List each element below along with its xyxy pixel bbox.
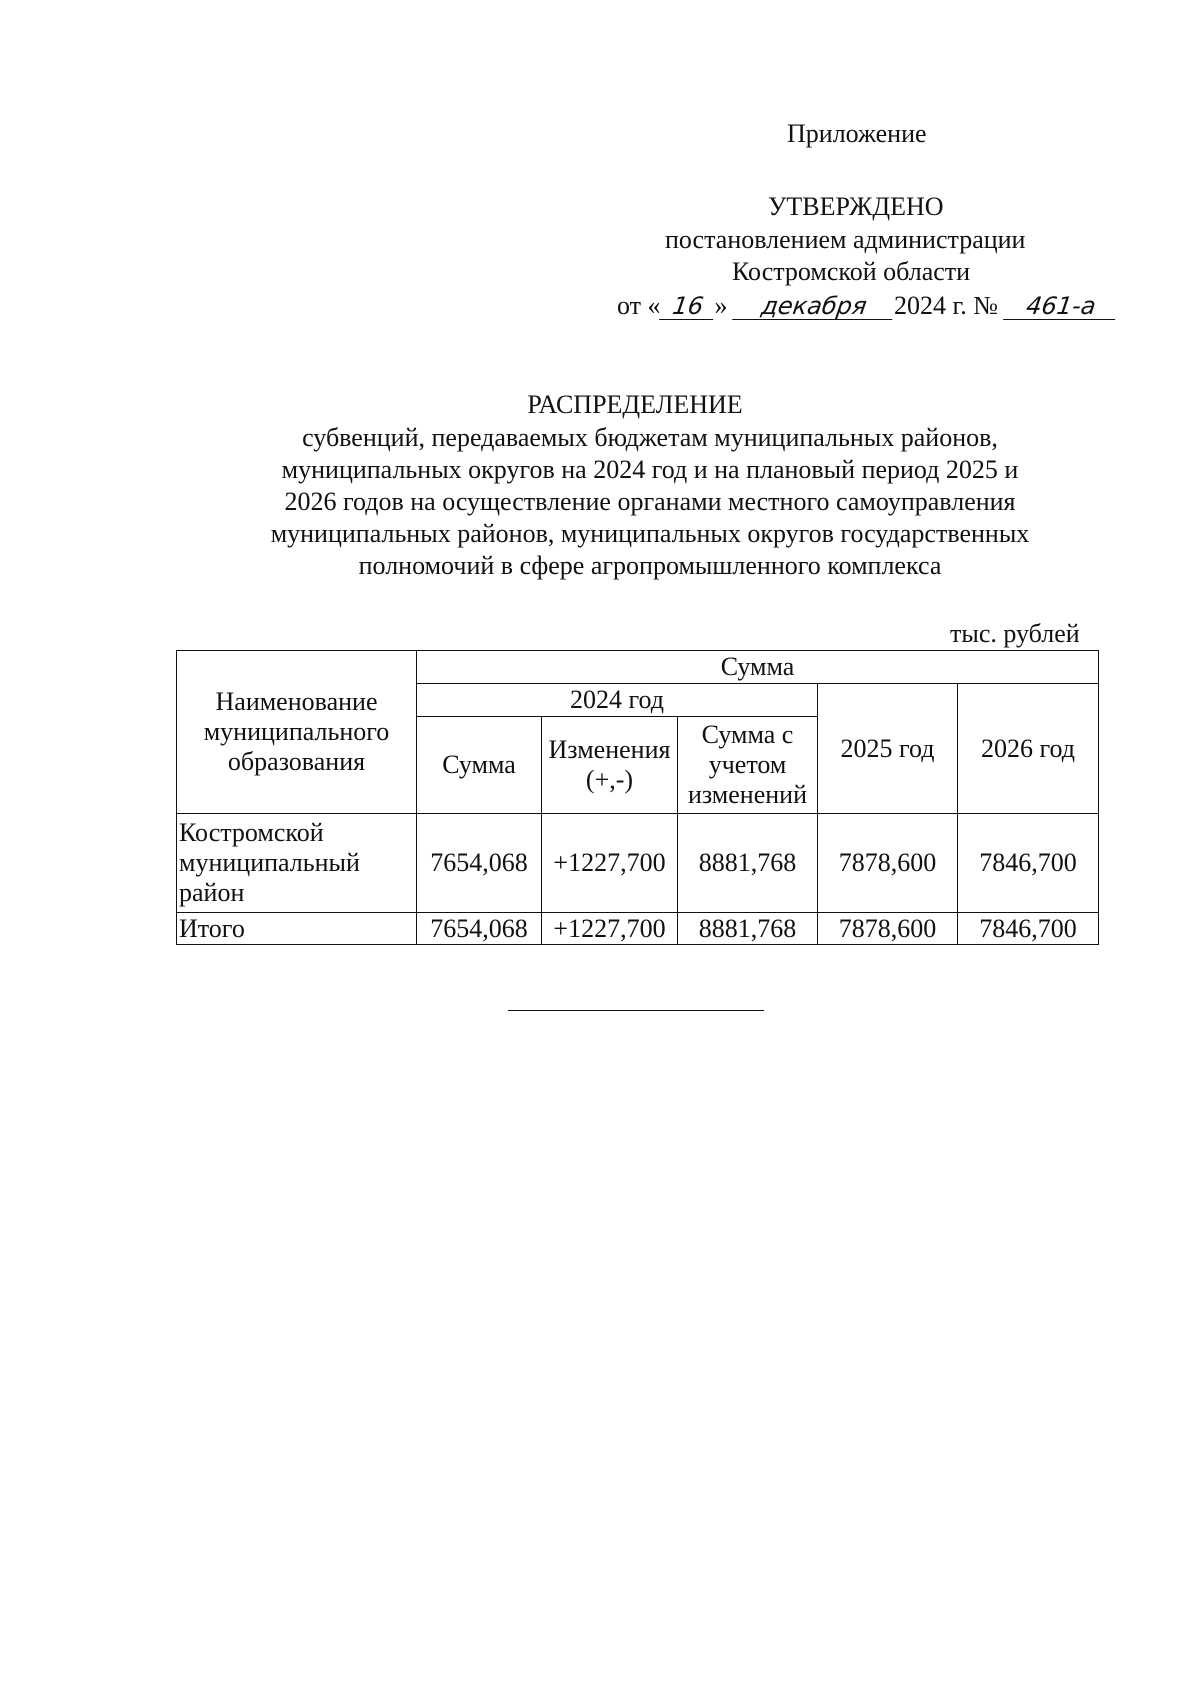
- handwritten-day: 16: [659, 293, 717, 320]
- document-subtitle: [150, 422, 1150, 582]
- total-2026: 7846,700: [958, 913, 1099, 945]
- total-2024-sum: 7654,068: [417, 913, 542, 945]
- approval-heading: УТВЕРЖДЕНО: [768, 192, 944, 221]
- approval-line-1: постановлением администрации: [665, 225, 1026, 254]
- subtitle-line: муниципальных округов на 2024 год и на плановый период 2025 и: [281, 455, 1019, 484]
- row-2024-change: +1227,700: [542, 814, 678, 913]
- date-prefix: от «: [617, 291, 661, 320]
- appendix-label: Приложение: [787, 119, 927, 148]
- end-divider: [508, 1010, 764, 1011]
- approval-line-2: Костромской области: [732, 257, 971, 286]
- header-sum: Сумма: [417, 651, 1099, 684]
- date-mid: »: [714, 291, 728, 320]
- header-municipality-name: Наименование муниципального образования: [177, 651, 417, 814]
- approval-date-line: [617, 290, 1117, 322]
- subtitle-line: 2026 годов на осуществление органами местного самоуправления: [284, 487, 1016, 516]
- header-2024-sum: Сумма: [417, 717, 542, 814]
- row-2024-sum: 7654,068: [417, 814, 542, 913]
- subtitle-line: полномочий в сфере агропромышленного комплекса: [358, 551, 942, 580]
- distribution-table: [176, 650, 1099, 945]
- total-2024-change: +1227,700: [542, 913, 678, 945]
- row-2025: 7878,600: [818, 814, 958, 913]
- total-label: Итого: [177, 913, 417, 945]
- header-2026: 2026 год: [958, 684, 1099, 814]
- total-2025: 7878,600: [818, 913, 958, 945]
- row-2026: 7846,700: [958, 814, 1099, 913]
- subtitle-line: субвенций, передаваемых бюджетам муниципальных районов,: [302, 423, 998, 452]
- total-2024-with-changes: 8881,768: [678, 913, 818, 945]
- header-2025: 2025 год: [818, 684, 958, 814]
- header-2024-change: Изменения (+,-): [542, 717, 678, 814]
- subtitle-line: муниципальных районов, муниципальных округов государственных: [270, 519, 1030, 548]
- handwritten-number: 461-а: [1003, 293, 1119, 320]
- table-row: [177, 814, 1099, 913]
- document-title: РАСПРЕДЕЛЕНИЕ: [527, 390, 743, 419]
- units-note: тыс. рублей: [950, 619, 1080, 648]
- handwritten-month: декабря: [732, 293, 896, 320]
- table-row-total: [177, 913, 1099, 945]
- header-2024-with-changes: Сумма с учетом изменений: [678, 717, 818, 814]
- date-year-number-label: 2024 г. №: [894, 291, 999, 320]
- row-municipality-name: Костромской муниципальный район: [177, 814, 417, 913]
- header-2024: 2024 год: [417, 684, 818, 717]
- row-2024-with-changes: 8881,768: [678, 814, 818, 913]
